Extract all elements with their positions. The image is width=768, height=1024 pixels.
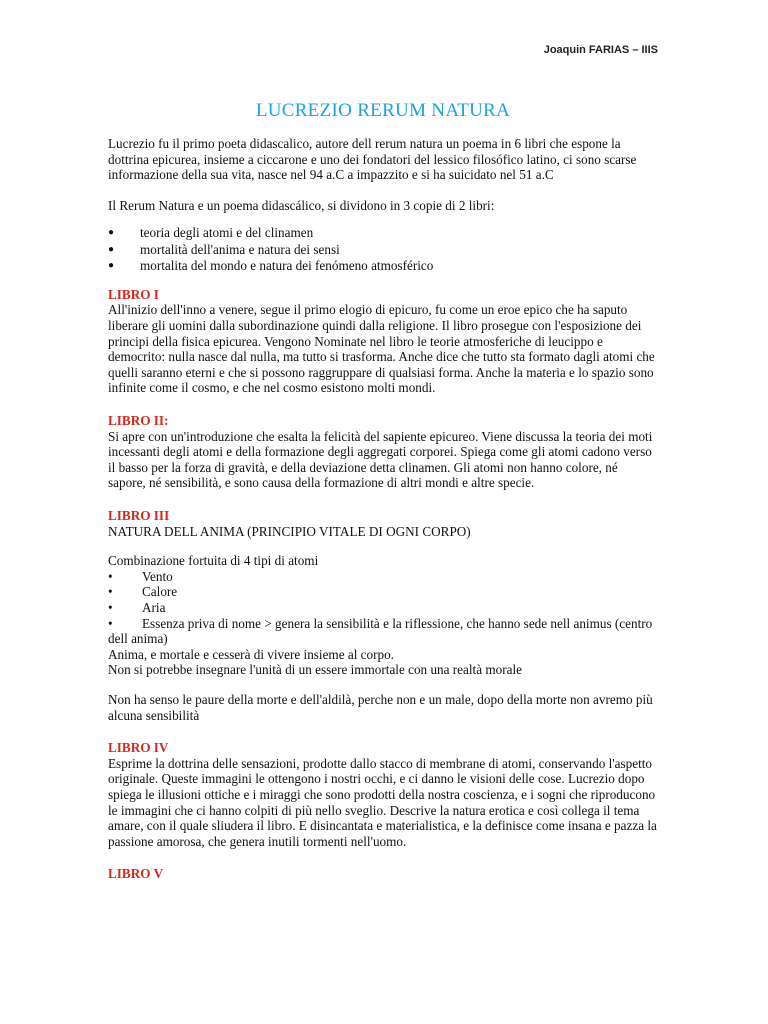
- libro-2-text: Si apre con un'introduzione che esalta la felicità del sapiente epicureo. Viene discussa la teoria dei moti incessanti degli atomi e della formazione degli aggregati corporei. Spiega come gli atomi cadono verso il basso per la forza di gravità, e della deviazione detta clinamen. Gli atomi non hanno colore, né sapore, né sensibilità, e sono causa della formazione di altri mondi e altre specie.: [108, 428, 653, 491]
- intro-paragraph: Lucrezio fu il primo poeta didascalico, autore dell rerum natura un poema in 6 libri che espone la dottrina epicurea, insieme a ciccarone e uno dei fondatori del lessico filosófico latino, ci sono scarse informazione della sua vita, nasce nel 94 a.C a impazzito e si ha suicidato nel 51 a.C: [108, 136, 637, 183]
- list-item: • Vento: [108, 568, 173, 584]
- list-item: • Calore: [108, 584, 178, 600]
- bullet-icon: •: [108, 615, 113, 631]
- libro-3-line-2: Non si potrebbe insegnare l'unità di un essere immortale con una realtà morale: [108, 662, 522, 678]
- list-item: ● mortalita del mondo e natura dei fenómeno atmosférico: [108, 258, 434, 274]
- libro-4-text: Esprime la dottrina delle sensazioni, prodotte dallo stacco di membrane di atomi, conservando l'aspetto originale. Queste immagini le ottengono i nostri occhi, e ci danno le visioni delle cose. Lucrezio dopo spiega le illusioni ottiche e i miraggi che sono prodotti della nostra coscienza, e i sogni che riproducono le immagini che ci hanno colpiti di più nello sveglio. Descrive la natura erotica e così collega il tema amare, con il quale sliudera il libro. E disincantata e materialistica, e la definisce come insana e pazza la passione amorosa, che genera inutili tormenti nell'uomo.: [108, 755, 657, 849]
- libro-1-heading: LIBRO I: [108, 286, 159, 302]
- document-title: LUCREZIO RERUM NATURA: [255, 100, 511, 121]
- document-body: [108, 100, 658, 882]
- list-item: • Aria: [108, 599, 166, 615]
- bullet-icon: ●: [108, 243, 115, 255]
- libro-3-atom-list: [108, 569, 658, 647]
- bullet-icon: ●: [108, 227, 115, 239]
- bullet-icon: •: [108, 568, 113, 584]
- libro-3-paragraph: Non ha senso le paure della morte e dell'aldilà, perche non e un male, dopo della morte non avremo più alcuna sensibilità: [108, 691, 653, 723]
- libro-4-heading: LIBRO IV: [108, 740, 169, 756]
- list-item: • Essenza priva di nome > genera la sensibilità e la riflessione, che hanno sede nell animus (centro dell anima): [108, 615, 653, 647]
- libro-1-text: All'inizio dell'inno a venere, segue il primo elogio di epicuro, fu come un eroe epico che ha saputo liberare gli uomini dalla subordinazione quindi dalla religione. Il libro prosegue con l'esposizione dei principi della fisica epicurea. Vengono Nominate nel libro le teorie atmosferiche di leucippo e democrito: nulla nasce dal nulla, ma tutto si trasforma. Anche dice che tutto sta formato dagli atomi che quelli saranno eterni e che si possono raggruppare di qualsiasi forma. Anche la materia e lo spazio sono infinite come il cosmo, e che nel cosmo esistono molti mondi.: [108, 302, 655, 396]
- bullet-icon: •: [108, 599, 113, 615]
- libro-3-heading: LIBRO III: [108, 508, 170, 523]
- libro-2-heading: LIBRO II:: [108, 413, 169, 429]
- bullet-icon: •: [108, 584, 113, 600]
- list-item: ● mortalità dell'anima e natura dei sensi: [108, 241, 340, 257]
- author-header: Joaquin FARIAS – IIIS: [543, 44, 658, 56]
- libro-3-line-1: Anima, e mortale e cesserà di vivere insieme al corpo.: [108, 646, 394, 662]
- libro-3-subtitle: NATURA DELL ANIMA (PRINCIPIO VITALE DI OGNI CORPO): [108, 523, 471, 539]
- list-item: ● teoria degli atomi e del clinamen: [108, 225, 314, 241]
- intro-bullet-list: [108, 225, 658, 275]
- bullet-icon: ●: [108, 260, 115, 272]
- libro-3-combo-intro: Combinazione fortuita di 4 tipi di atomi: [108, 553, 319, 569]
- intro-division-paragraph: Il Rerum Natura e un poema didascálico, si dividono in 3 copie di 2 libri:: [108, 197, 495, 213]
- libro-5-heading: LIBRO V: [108, 866, 164, 882]
